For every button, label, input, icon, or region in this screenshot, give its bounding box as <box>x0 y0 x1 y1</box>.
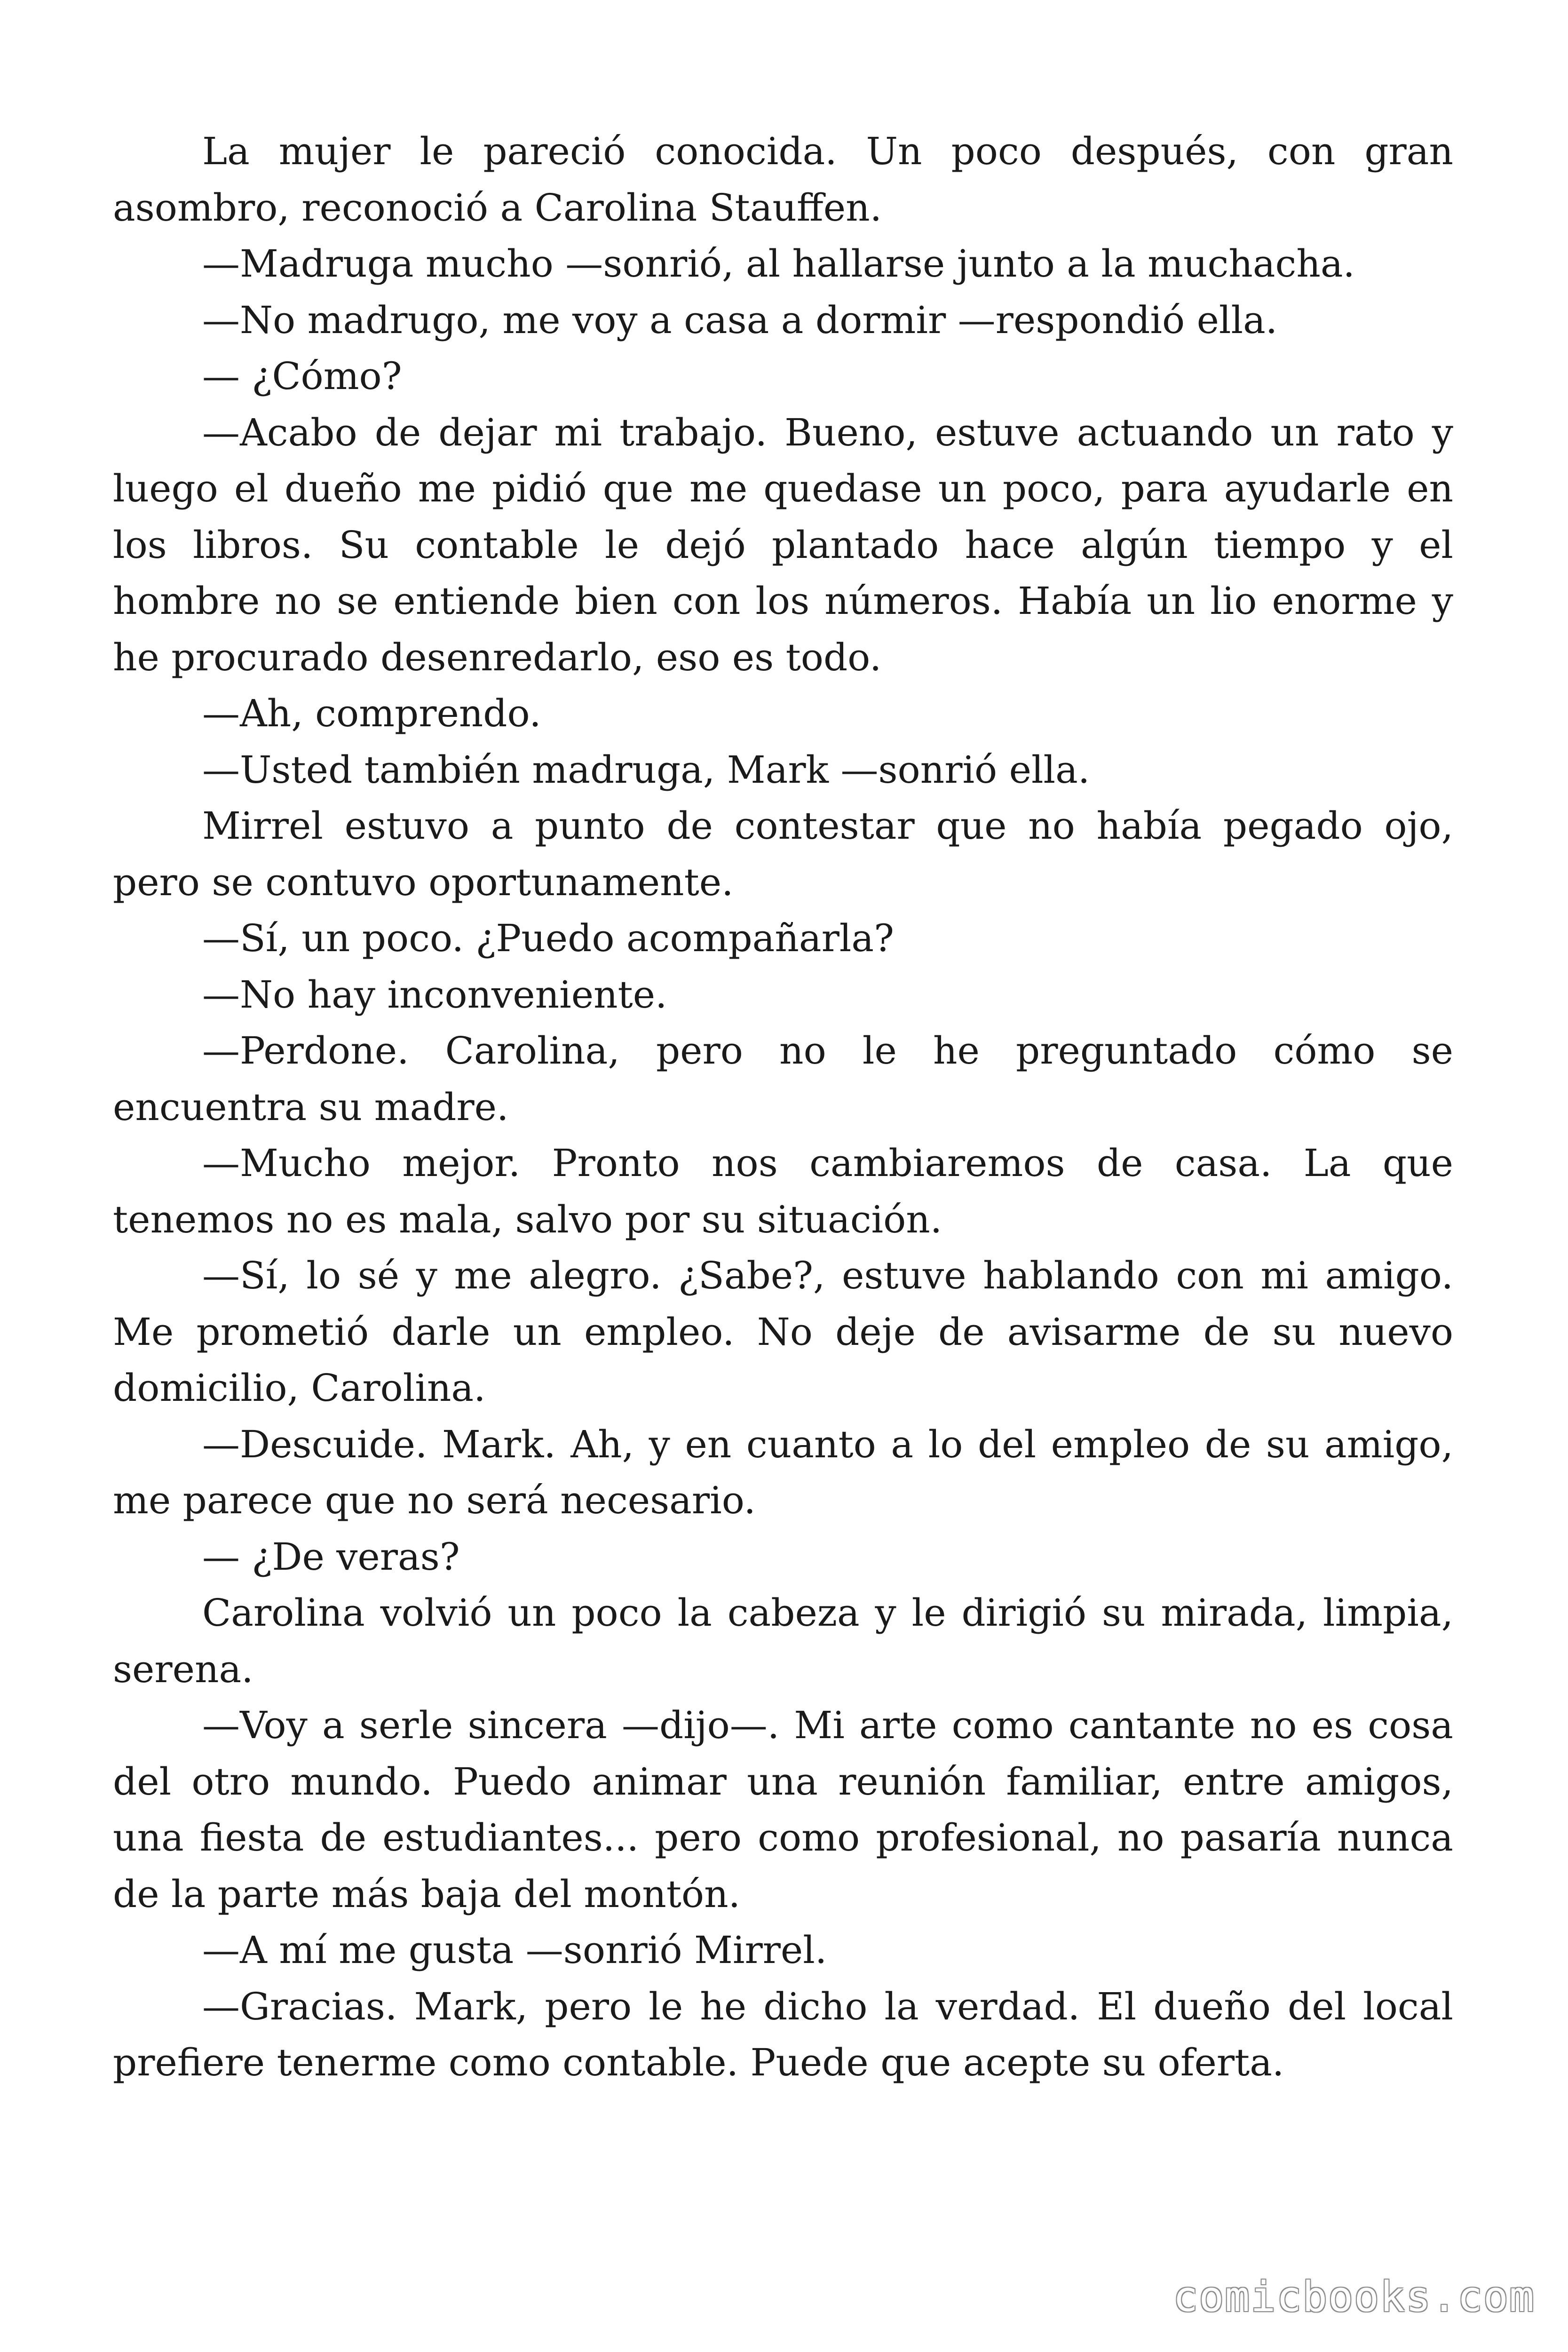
paragraph: —Mucho mejor. Pronto nos cambiaremos de casa. La que tenemos no es mala, salvo por su situación. <box>113 1141 1453 1241</box>
paragraph: —Sí, un poco. ¿Puedo acompañarla? <box>202 916 894 960</box>
paragraph: —Madruga mucho —sonrió, al hallarse junto a la muchacha. <box>202 242 1355 286</box>
paragraph: —Ah, comprendo. <box>202 691 541 735</box>
paragraph: — ¿De veras? <box>202 1534 460 1579</box>
watermark: comicbooks.com <box>1173 2273 1535 2321</box>
paragraph: —Usted también madruga, Mark —sonrió ella. <box>202 747 1090 792</box>
body-text <box>113 123 1453 2091</box>
paragraph: —Voy a serle sincera —dijo—. Mi arte como cantante no es cosa del otro mundo. Puedo animar una reunión familiar, entre amigos, una fiesta de estudiantes... pero como profesional, no pasaría nunca de la parte más baja del montón. <box>113 1703 1453 1916</box>
paragraph: —Descuide. Mark. Ah, y en cuanto a lo del empleo de su amigo, me parece que no será necesario. <box>113 1422 1453 1522</box>
paragraph: La mujer le pareció conocida. Un poco después, con gran asombro, reconoció a Carolina Stauffen. <box>113 129 1453 230</box>
paragraph: — ¿Cómo? <box>202 354 402 398</box>
paragraph: —Sí, lo sé y me alegro. ¿Sabe?, estuve hablando con mi amigo. Me prometió darle un empleo. No deje de avisarme de su nuevo domicilio, Carolina. <box>113 1254 1453 1410</box>
paragraph: —A mí me gusta —sonrió Mirrel. <box>202 1928 827 1972</box>
paragraph: Mirrel estuvo a punto de contestar que no había pegado ojo, pero se contuvo oportunamente. <box>113 804 1453 904</box>
paragraph: —Gracias. Mark, pero le he dicho la verdad. El dueño del local prefiere tenerme como contable. Puede que acepte su oferta. <box>113 1984 1453 2084</box>
paragraph: Carolina volvió un poco la cabeza y le dirigió su mirada, limpia, serena. <box>113 1591 1453 1691</box>
paragraph: —No hay inconveniente. <box>202 972 667 1017</box>
paragraph: —Acabo de dejar mi trabajo. Bueno, estuve actuando un rato y luego el dueño me pidió que me quedase un poco, para ayudarle en los libros. Su contable le dejó plantado hace algún tiempo y el hombre no se entiende bien con los números. Había un lio enorme y he procurado desenredarlo, eso es todo. <box>113 410 1453 679</box>
paragraph: —No madrugo, me voy a casa a dormir —respondió ella. <box>202 298 1278 342</box>
paragraph: —Perdone. Carolina, pero no le he preguntado cómo se encuentra su madre. <box>113 1029 1453 1129</box>
